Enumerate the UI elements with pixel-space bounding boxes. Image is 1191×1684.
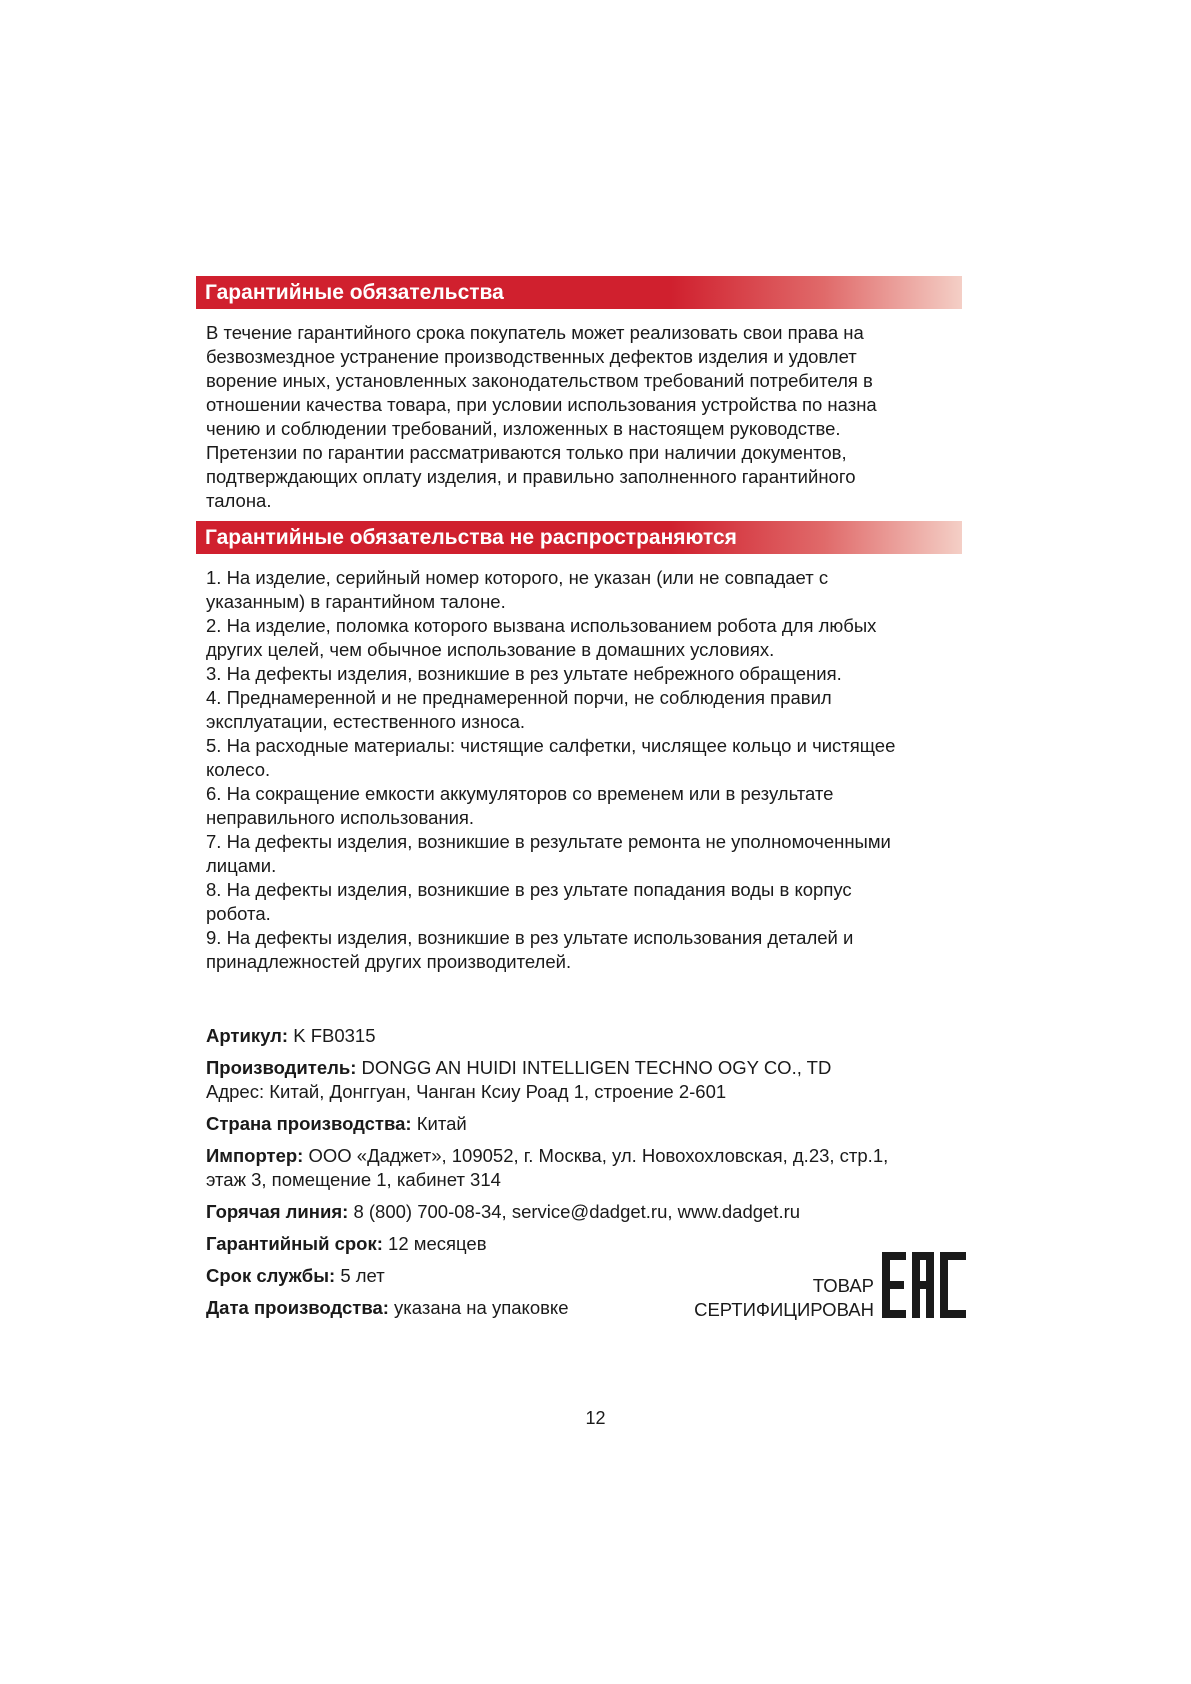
country-label: Страна производства: — [206, 1113, 412, 1134]
article-label: Артикул: — [206, 1025, 289, 1046]
service-life-value: 5 лет — [335, 1265, 385, 1286]
hotline-value: 8 (800) 700-08-34, service@dadget.ru, www.dadget.ru — [348, 1201, 801, 1222]
page-number: 12 — [585, 1408, 606, 1428]
exclusion-line: 6. На сокращение емкости аккумуляторов со временем или в результате — [206, 783, 834, 804]
exclusions-section-title: Гарантийные обязательства не распространяются — [196, 521, 962, 554]
importer-value-continued: этаж 3, помещение 1, кабинет 314 — [206, 1169, 501, 1190]
exclusion-line: эксплуатации, естественного износа. — [206, 711, 526, 732]
warranty-line: подтверждающих оплату изделия, и правильно заполненного гарантийного — [206, 466, 856, 487]
importer-label: Импортер: — [206, 1145, 304, 1166]
exclusion-line: других целей, чем обычное использование в домашних условиях. — [206, 639, 775, 660]
country-value: Китай — [411, 1113, 467, 1134]
exclusion-line: робота. — [206, 903, 271, 924]
exclusion-line: 5. На расходные материалы: чистящие салфетки, числящее кольцо и чистящее — [206, 735, 896, 756]
exclusion-line: принадлежностей других производителей. — [206, 951, 572, 972]
hotline-label: Горячая линия: — [206, 1201, 349, 1222]
warranty-line: отношении качества товара, при условии использования устройства по назна — [206, 394, 877, 415]
article-row — [206, 1024, 966, 1048]
exclusion-line: 7. На дефекты изделия, возникшие в результате ремонта не уполномоченными — [206, 831, 891, 852]
country-row — [206, 1112, 966, 1136]
warranty-paragraph — [206, 321, 962, 513]
warranty-term-value: 12 месяцев — [382, 1233, 487, 1254]
hotline-row — [206, 1200, 966, 1224]
certification-text — [694, 1274, 874, 1322]
warranty-line: безвозмездное устранение производственных дефектов изделия и удовлет — [206, 346, 857, 367]
exclusion-line: 8. На дефекты изделия, возникшие в рез ультате попадания воды в корпус — [206, 879, 852, 900]
warranty-line: талона. — [206, 490, 272, 511]
manufacturer-label: Производитель: — [206, 1057, 357, 1078]
warranty-line: чению и соблюдении требований, изложенных в настоящем руководстве. — [206, 418, 841, 439]
exclusion-line: 3. На дефекты изделия, возникшие в рез ультате небрежного обращения. — [206, 663, 842, 684]
manufacturer-value: DONGG AN HUIDI INTELLIGEN TECHNO OGY CO., TD — [356, 1057, 832, 1078]
warranty-line: ворение иных, установленных законодательством требований потребителя в — [206, 370, 873, 391]
exclusion-line: 2. На изделие, поломка которого вызвана использованием робота для любых — [206, 615, 877, 636]
exclusion-line: неправильного использования. — [206, 807, 475, 828]
warranty-line: В течение гарантийного срока покупатель может реализовать свои права на — [206, 322, 864, 343]
production-date-value: указана на упаковке — [388, 1297, 569, 1318]
importer-value: ООО «Даджет», 109052, г. Москва, ул. Новохохловская, д.23, стр.1, — [303, 1145, 889, 1166]
certification-block — [636, 1252, 966, 1322]
exclusion-line: 1. На изделие, серийный номер которого, не указан (или не совпадает с — [206, 567, 829, 588]
exclusion-line: лицами. — [206, 855, 277, 876]
warranty-section-title: Гарантийные обязательства — [196, 276, 962, 309]
manufacturer-address: Адрес: Китай, Донггуан, Чанган Ксиу Роад 1, строение 2-601 — [206, 1081, 727, 1102]
certification-line-1: ТОВАР — [812, 1275, 874, 1296]
article-value: K FB0315 — [288, 1025, 376, 1046]
service-life-label: Срок службы: — [206, 1265, 336, 1286]
production-date-label: Дата производства: — [206, 1297, 389, 1318]
certification-line-2: СЕРТИФИЦИРОВАН — [694, 1299, 874, 1320]
manufacturer-row — [206, 1056, 966, 1104]
eac-mark-icon — [882, 1252, 966, 1318]
main-content — [196, 276, 962, 974]
exclusion-line: колесо. — [206, 759, 271, 780]
exclusion-line: 9. На дефекты изделия, возникшие в рез ультате использования деталей и — [206, 927, 854, 948]
warranty-line: Претензии по гарантии рассматриваются только при наличии документов, — [206, 442, 847, 463]
importer-row — [206, 1144, 966, 1192]
exclusion-line: указанным) в гарантийном талоне. — [206, 591, 506, 612]
warranty-term-label: Гарантийный срок: — [206, 1233, 383, 1254]
exclusions-list — [206, 566, 962, 974]
exclusion-line: 4. Преднамеренной и не преднамеренной порчи, не соблюдения правил — [206, 687, 832, 708]
